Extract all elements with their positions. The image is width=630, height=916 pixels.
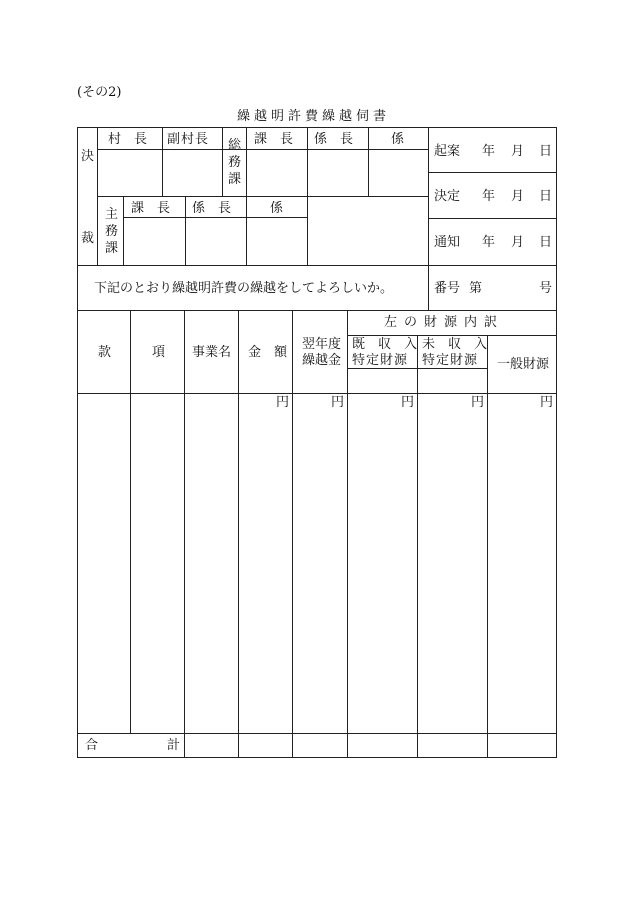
unit-carry: 円 — [331, 395, 345, 410]
col-unreceived-line1: 未 収 入 — [422, 337, 488, 352]
drafted-month: 月 — [511, 144, 525, 159]
main-section-chief-label: 課 長 — [131, 201, 171, 216]
col-received-line1: 既 収 入 — [352, 337, 418, 352]
section-chief-label: 課 長 — [254, 132, 294, 147]
main-dept-char-1: 主 — [105, 207, 119, 222]
col-unreceived-line2: 特定財源 — [422, 353, 479, 368]
main-staff-label: 係 — [270, 201, 284, 216]
unit-received: 円 — [401, 395, 415, 410]
total-label-right: 計 — [167, 738, 181, 753]
decided-year: 年 — [482, 189, 496, 204]
decided-label: 決定 — [434, 189, 461, 204]
decision-label-top: 決 — [81, 149, 95, 164]
form-title: 繰越明許費繰越伺書 — [237, 109, 391, 124]
village-head-label: 村 長 — [108, 132, 148, 147]
unit-unreceived: 円 — [471, 395, 485, 410]
general-affairs-char-1: 総 — [228, 138, 242, 153]
drafted-label: 起案 — [434, 144, 461, 159]
number-prefix: 第 — [469, 281, 483, 296]
subsection-chief-label: 係 長 — [314, 132, 354, 147]
col-breakdown: 左の財源内訳 — [384, 315, 505, 330]
unit-general: 円 — [540, 395, 554, 410]
col-received-line2: 特定財源 — [352, 353, 409, 368]
main-subsection-chief-label: 係 長 — [192, 201, 232, 216]
decision-label-bottom: 裁 — [81, 231, 95, 246]
col-amount: 金 額 — [248, 345, 288, 360]
general-affairs-char-3: 課 — [228, 172, 242, 187]
notified-year: 年 — [482, 235, 496, 250]
col-carry-line2: 繰越金 — [302, 353, 342, 368]
notified-month: 月 — [511, 235, 525, 250]
drafted-day: 日 — [539, 144, 553, 159]
number-suffix: 号 — [539, 281, 553, 296]
decided-day: 日 — [539, 189, 553, 204]
main-dept-char-3: 課 — [105, 241, 119, 256]
notified-label: 通知 — [434, 235, 461, 250]
unit-amount: 円 — [276, 395, 290, 410]
col-general: 一般財源 — [497, 357, 550, 372]
deputy-head-label: 副村長 — [167, 132, 210, 147]
notified-day: 日 — [539, 235, 553, 250]
drafted-year: 年 — [482, 144, 496, 159]
col-carry-line1: 翌年度 — [302, 337, 342, 352]
col-kan: 款 — [98, 345, 112, 360]
form-number-label: (その2) — [77, 85, 122, 100]
total-label-left: 合 — [85, 738, 99, 753]
number-label: 番号 — [434, 281, 461, 296]
general-affairs-char-2: 務 — [228, 155, 242, 170]
decided-month: 月 — [511, 189, 525, 204]
col-kou: 項 — [152, 345, 166, 360]
main-dept-char-2: 務 — [105, 224, 119, 239]
col-project: 事業名 — [192, 345, 232, 360]
staff-label: 係 — [391, 132, 405, 147]
request-text: 下記のとおり繰越明許費の繰越をしてよろしいか。 — [94, 281, 394, 296]
